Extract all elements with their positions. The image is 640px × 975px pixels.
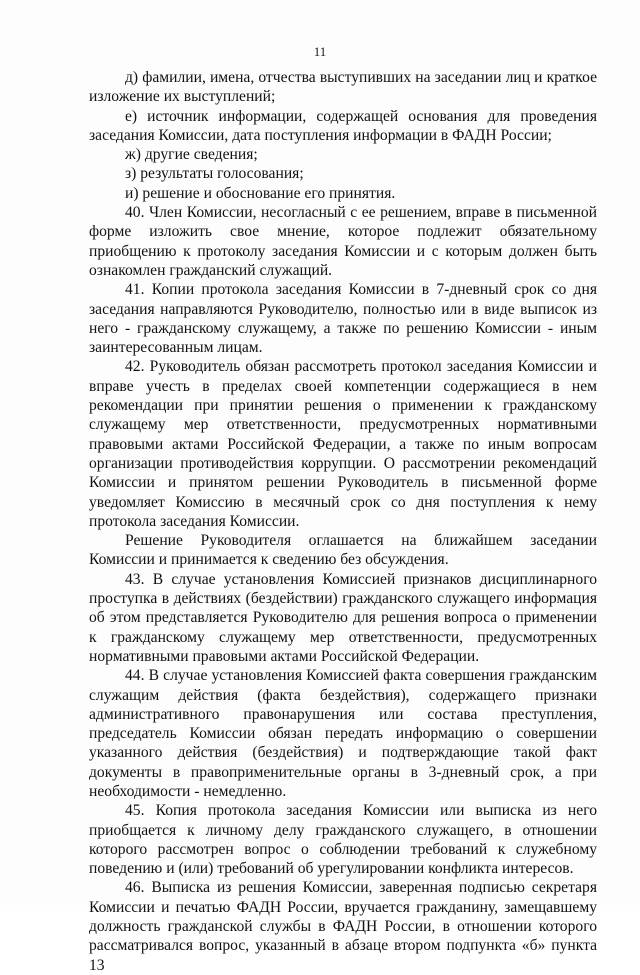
- paragraph-item-zh: ж) другие сведения;: [125, 146, 258, 164]
- paragraph-40: 40. Член Комиссии, несогласный с ее решением, вправе в письменной форме изложить свое мнение, которое подлежит обязательному приобщению к протоколу заседания Комиссии и с которым должен быть ознакомлен гражданский служащий.: [89, 204, 597, 279]
- paragraph-41: 41. Копии протокола заседания Комиссии в 7-дневный срок со дня заседания направляются Руководителю, полностью или в виде выписок из него - гражданскому служащему, а также по решению Комиссии - иным заинтересованным лицам.: [89, 281, 597, 357]
- paragraph-item-i: и) решение и обоснование его принятия.: [125, 184, 396, 202]
- paragraph-46: 46. Выписка из решения Комиссии, заверенная подписью секретаря Комиссии и печатью ФАДН России, вручается гражданину, замещавшему должность гражданской службы в ФАДН России, в отношении которого рассматривался вопрос, указанный в абзаце втором подпункта «б» пункта 13: [89, 879, 597, 974]
- paragraph-44: 44. В случае установления Комиссией факта совершения гражданским служащим действия (факта бездействия), содержащего признаки административного правонарушения или состава преступления, председатель Комиссии обязан передать информацию о совершении указанного действия (бездействия) и подтверждающие такой факт документы в правоприменительные органы в 3-дневный срок, а при необходимости - немедленно.: [89, 667, 597, 800]
- paragraph-45: 45. Копия протокола заседания Комиссии или выписка из него приобщается к личному делу гражданского служащего, в отношении которого рассмотрен вопрос о соблюдении требований к служебному поведению и (или) требований об урегулировании конфликта интересов.: [89, 802, 597, 878]
- page-number: 11: [313, 44, 327, 59]
- paragraph-item-e: е) источник информации, содержащей основания для проведения заседания Комиссии, дата поступления информации в ФАДН России;: [89, 107, 597, 144]
- paragraph-42-decision: Решение Руководителя оглашается на ближайшем заседании Комиссии и принимается к сведению без обсуждения.: [89, 532, 597, 569]
- document-body: [89, 68, 597, 975]
- paragraph-item-d: д) фамилии, имена, отчества выступивших на заседании лиц и краткое изложение их выступлений;: [89, 69, 597, 106]
- paragraph-43: 43. В случае установления Комиссией признаков дисциплинарного проступка в действиях (бездействии) гражданского служащего информация об этом представляется Руководителю для решения вопроса о применении к гражданскому служащему мер ответственности, предусмотренных нормативными правовыми актами Российской Федерации.: [89, 570, 597, 665]
- paragraph-item-z: з) результаты голосования;: [125, 165, 304, 183]
- paragraph-42: 42. Руководитель обязан рассмотреть протокол заседания Комиссии и вправе учесть в пределах своей компетенции содержащиеся в нем рекомендации при принятии решения о применении к гражданскому служащему мер ответственности, предусмотренных нормативными правовыми актами Российской Федерации, а также по иным вопросам организации противодействия коррупции. О рассмотрении рекомендаций Комиссии и принятом решении Руководитель в письменной форме уведомляет Комиссию в месячный срок со дня поступления к нему протокола заседания Комиссии.: [89, 358, 597, 530]
